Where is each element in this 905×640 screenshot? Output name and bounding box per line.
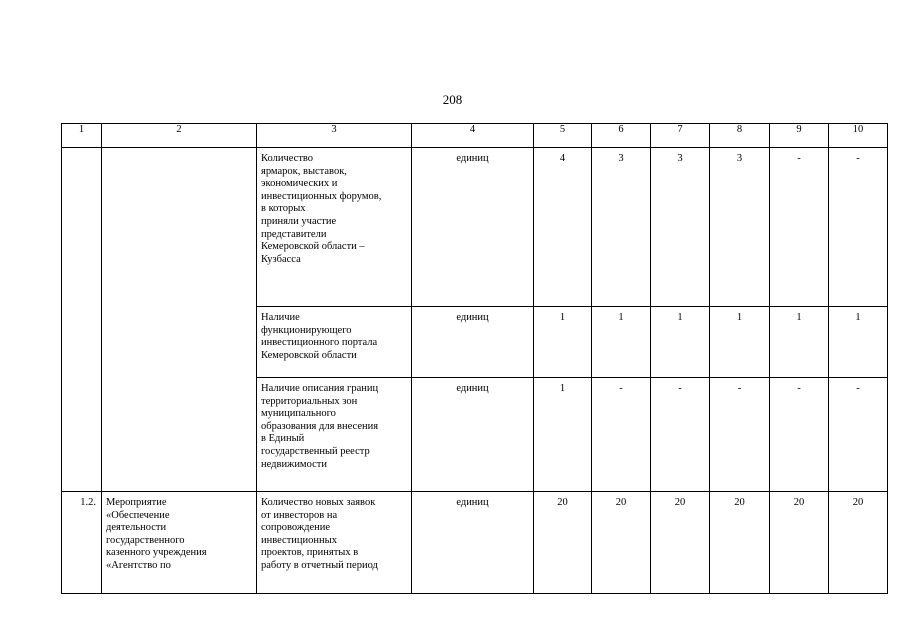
row-number-cell (62, 148, 102, 492)
value-cell: 1 (829, 307, 888, 378)
value-cell: 1 (534, 307, 592, 378)
indicator-cell: Наличие функционирующего инвестиционного портала Кемеровской области (257, 307, 412, 378)
table-row (62, 492, 888, 594)
value-cell: 20 (770, 492, 829, 594)
table-header-row (62, 124, 888, 148)
row-number-cell: 1.2. (62, 492, 102, 594)
unit-cell: единиц (412, 307, 534, 378)
value-cell: 20 (651, 492, 710, 594)
column-header: 10 (829, 124, 888, 148)
value-cell: 1 (651, 307, 710, 378)
event-name-cell (102, 148, 257, 492)
value-cell: 3 (710, 148, 770, 307)
column-header: 4 (412, 124, 534, 148)
indicators-table (61, 123, 888, 594)
indicator-cell: Количество ярмарок, выставок, экономических и инвестиционных форумов, в которых приняли участие представители Кемеровской области – Кузбасса (257, 148, 412, 307)
column-header: 6 (592, 124, 651, 148)
value-cell: - (829, 148, 888, 307)
value-cell: 20 (592, 492, 651, 594)
value-cell: 1 (770, 307, 829, 378)
column-header: 3 (257, 124, 412, 148)
value-cell: 4 (534, 148, 592, 307)
value-cell: - (592, 378, 651, 492)
table-row (62, 148, 888, 307)
page-number: 208 (442, 92, 463, 107)
value-cell: - (651, 378, 710, 492)
value-cell: 1 (592, 307, 651, 378)
value-cell: 20 (710, 492, 770, 594)
value-cell: - (770, 378, 829, 492)
unit-cell: единиц (412, 378, 534, 492)
value-cell: 3 (651, 148, 710, 307)
value-cell: - (710, 378, 770, 492)
event-name-cell: Мероприятие «Обеспечение деятельности государственного казенного учреждения «Агентство по (102, 492, 257, 594)
indicator-cell: Наличие описания границ территориальных зон муниципального образования для внесения в Единый государственный реестр недвижимости (257, 378, 412, 492)
column-header: 2 (102, 124, 257, 148)
value-cell: 20 (534, 492, 592, 594)
value-cell: 3 (592, 148, 651, 307)
value-cell: 1 (710, 307, 770, 378)
value-cell: 20 (829, 492, 888, 594)
indicator-cell: Количество новых заявок от инвесторов на сопровождение инвестиционных проектов, принятых в работу в отчетный период (257, 492, 412, 594)
column-header: 8 (710, 124, 770, 148)
column-header: 7 (651, 124, 710, 148)
unit-cell: единиц (412, 492, 534, 594)
column-header: 1 (62, 124, 102, 148)
column-header: 9 (770, 124, 829, 148)
value-cell: - (770, 148, 829, 307)
value-cell: - (829, 378, 888, 492)
value-cell: 1 (534, 378, 592, 492)
unit-cell: единиц (412, 148, 534, 307)
column-header: 5 (534, 124, 592, 148)
